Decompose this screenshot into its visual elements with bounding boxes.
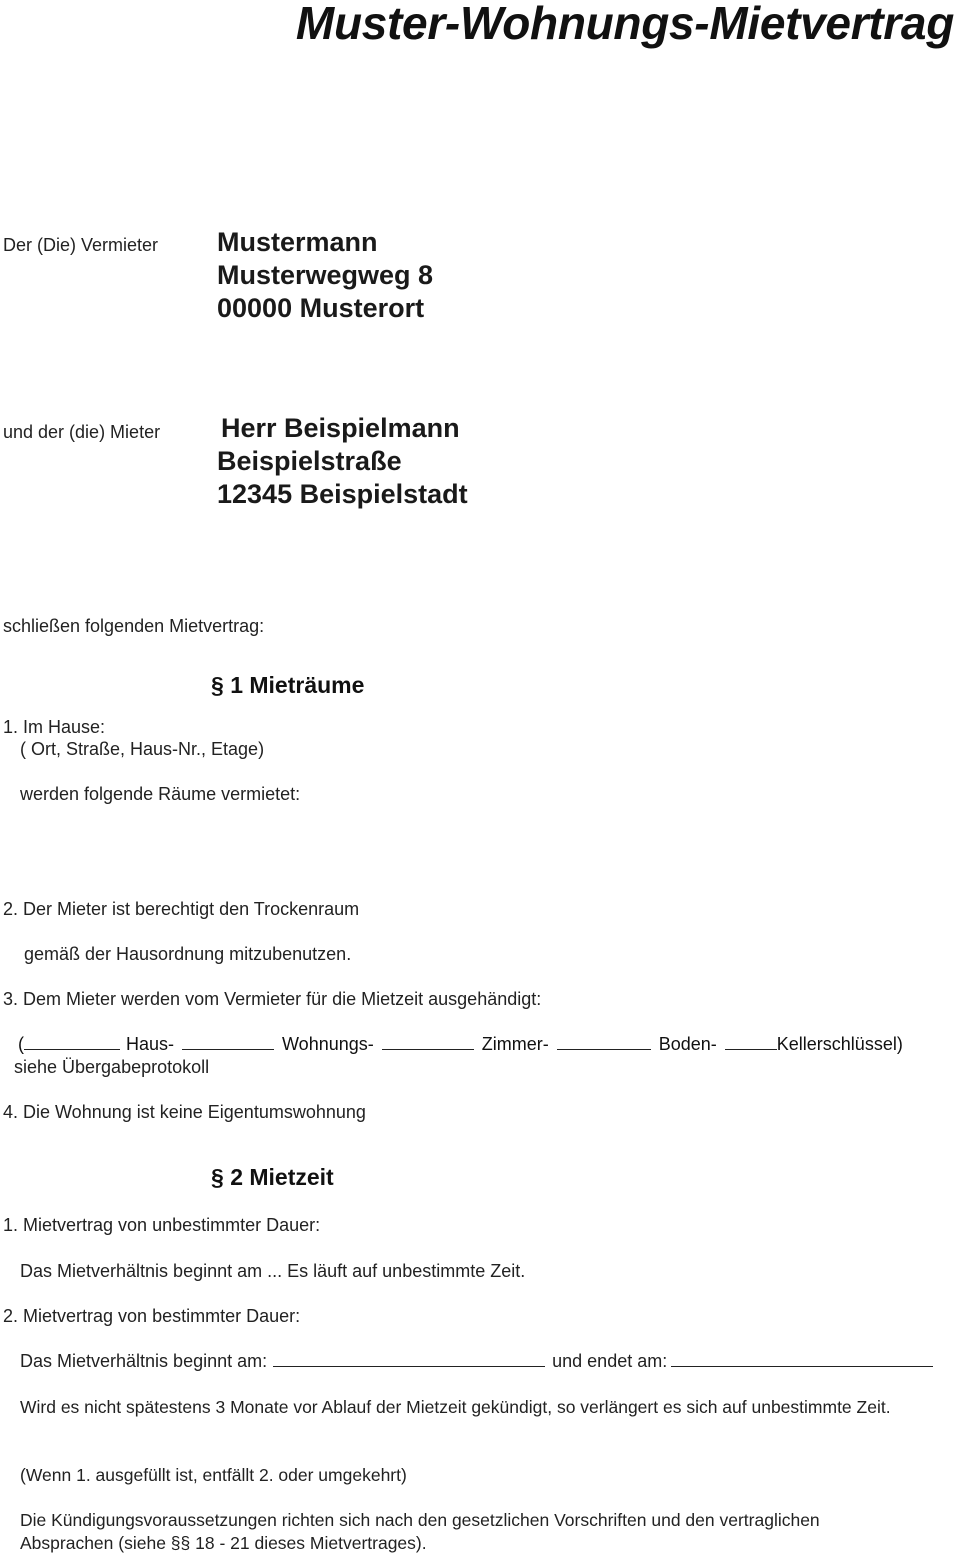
paragraph-symbol: § bbox=[211, 1164, 224, 1190]
section-2-heading bbox=[211, 1164, 334, 1191]
item-2-line-2: gemäß der Hausordnung mitzubenutzen. bbox=[24, 944, 352, 964]
tenant-street: Beispielstraße bbox=[217, 446, 402, 476]
term-item-2: 2. Mietvertrag von bestimmter Dauer: bbox=[3, 1306, 301, 1326]
room-key-label: Zimmer- bbox=[481, 1034, 549, 1054]
attic-key-count-field[interactable] bbox=[557, 1035, 651, 1050]
item-2-line-1: 2. Der Mieter ist berechtigt den Trockenraum bbox=[3, 899, 360, 919]
tenant-address bbox=[217, 412, 468, 511]
tenant-name: Herr Beispielmann bbox=[221, 413, 460, 443]
apartment-key-count-field[interactable] bbox=[182, 1035, 274, 1050]
keys-note: siehe Übergabeprotokoll bbox=[14, 1057, 210, 1077]
section-1-heading bbox=[211, 672, 364, 699]
section-1-title: 1 Mieträume bbox=[230, 672, 365, 698]
tenant-label: und der (die) Mieter bbox=[3, 422, 161, 442]
tenant-city: 12345 Beispielstadt bbox=[217, 479, 468, 509]
landlord-name: Mustermann bbox=[217, 227, 378, 257]
termination-clause: Die Kündigungsvoraussetzungen richten sich nach den gesetzlichen Vorschriften und den vertraglichen Absprachen (siehe §§ 18 - 21 dieses Mietvertrages). bbox=[20, 1510, 820, 1553]
keys-row bbox=[18, 1034, 948, 1055]
house-key-count-field[interactable] bbox=[24, 1035, 120, 1050]
paragraph-symbol: § bbox=[211, 672, 224, 698]
item-3: 3. Dem Mieter werden vom Vermieter für die Mietzeit ausgehändigt: bbox=[3, 989, 542, 1009]
term-item-1-text: Das Mietverhältnis beginnt am ... Es läuft auf unbestimmte Zeit. bbox=[20, 1261, 526, 1281]
keys-open-paren: ( bbox=[18, 1034, 24, 1054]
room-key-count-field[interactable] bbox=[382, 1035, 474, 1050]
landlord-street: Musterwegweg 8 bbox=[217, 260, 434, 290]
document-title: Muster-Wohnungs-Mietvertrag bbox=[295, 0, 954, 49]
landlord-label: Der (Die) Vermieter bbox=[3, 235, 159, 255]
landlord-address bbox=[217, 226, 433, 325]
section-2-title: 2 Mietzeit bbox=[230, 1164, 334, 1190]
fixed-term-begin-label: Das Mietverhältnis beginnt am: bbox=[20, 1351, 268, 1371]
item-1-line-2: ( Ort, Straße, Haus-Nr., Etage) bbox=[20, 739, 265, 759]
fixed-term-row bbox=[20, 1351, 933, 1372]
cellar-key-label: Kellerschlüssel) bbox=[776, 1034, 903, 1054]
apartment-key-label: Wohnungs- bbox=[282, 1034, 374, 1054]
attic-key-label: Boden- bbox=[658, 1034, 717, 1054]
renewal-clause: Wird es nicht spätestens 3 Monate vor Ablauf der Mietzeit gekündigt, so verlängert es sich auf unbestimmte Zeit. bbox=[20, 1397, 891, 1417]
term-item-1: 1. Mietvertrag von unbestimmter Dauer: bbox=[3, 1215, 321, 1235]
fixed-term-end-label: und endet am: bbox=[552, 1351, 668, 1371]
landlord-city: 00000 Musterort bbox=[217, 293, 425, 323]
either-or-note: (Wenn 1. ausgefüllt ist, entfällt 2. oder umgekehrt) bbox=[20, 1465, 407, 1485]
fixed-term-end-field[interactable] bbox=[671, 1352, 933, 1367]
house-key-label: Haus- bbox=[126, 1034, 175, 1054]
intro-text: schließen folgenden Mietvertrag: bbox=[3, 616, 265, 636]
fixed-term-begin-field[interactable] bbox=[273, 1352, 545, 1367]
cellar-key-count-field[interactable] bbox=[725, 1035, 777, 1050]
item-4: 4. Die Wohnung ist keine Eigentumswohnung bbox=[3, 1102, 366, 1122]
item-1-line-1: 1. Im Hause: bbox=[3, 717, 106, 737]
item-1-line-3: werden folgende Räume vermietet: bbox=[20, 784, 301, 804]
